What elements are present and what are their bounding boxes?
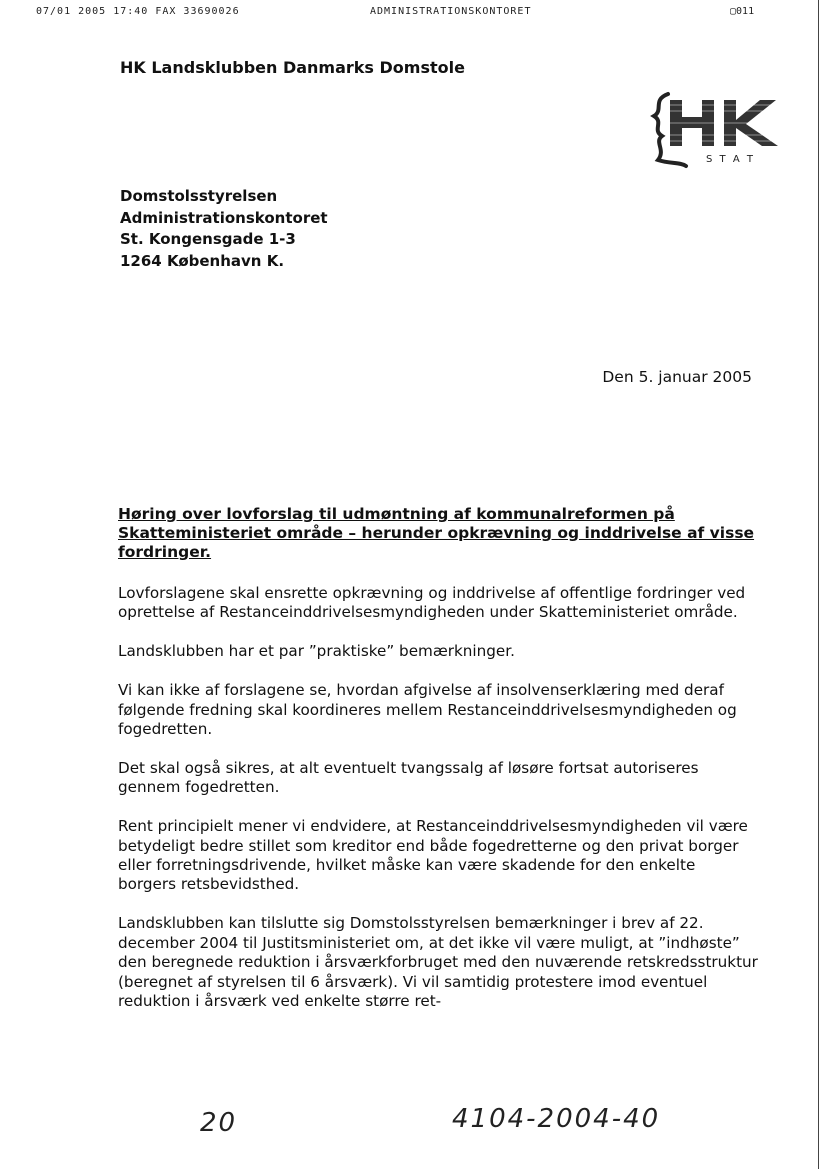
recipient-city: 1264 København K. [120, 251, 285, 270]
handwritten-page-number: 20 [200, 1108, 238, 1138]
recipient-address [120, 186, 328, 272]
body-paragraph: Det skal også sikres, at alt eventuelt tvangssalg af løsøre fortsat autoriseres gennem fogedretten. [118, 758, 699, 797]
fax-header [0, 6, 824, 22]
body-paragraph: Lovforslagene skal ensrette opkrævning og inddrivelse af offentlige fordringer ved oprettelse af Restanceinddrivelsesmyndigheden under Skatteministeriet område. [118, 584, 746, 622]
recipient-street: St. Kongensgade 1-3 [120, 230, 296, 248]
fax-header-page-number: ▢011 [730, 6, 755, 17]
letter-body [118, 584, 758, 1031]
body-paragraph: Landsklubben kan tilslutte sig Domstolsstyrelsen bemærkninger i brev af 22. december 2004 til Justitsministeriet om, at det ikke vil være muligt, at ”indhøste” den beregnede reduktion i årsværkforbruget med den nuværende retskredsstruktur (beregnet af styrelsen til 6 årsværk). Vi vil samtidig protestere imod eventuel reduktion i årsværk ved enkelte større ret- [118, 914, 758, 1010]
body-paragraph: Rent principielt mener vi endvidere, at Restanceinddrivelsesmyndigheden vil være betydeligt bedre stillet som kreditor end både fogedretterne og den privat borger eller forretningsdrivende, hvilket måske kan være skadende for den enkelte borgers retsbevidsthed. [118, 817, 748, 894]
letter-date: Den 5. januar 2005 [602, 368, 752, 386]
body-paragraph: Vi kan ikke af forslagene se, hvordan afgivelse af insolvenserklæring med deraf følgende fredning skal koordineres mellem Restanceinddrivelsesmyndigheden og fogedretten. [118, 681, 737, 739]
logo-subtext: S T A T [706, 154, 755, 165]
recipient-name: Domstolsstyrelsen [120, 187, 278, 205]
handwritten-case-number: 4104-2004-40 [452, 1104, 661, 1134]
recipient-department: Administrationskontoret [120, 208, 328, 227]
letterhead-org-title: HK Landsklubben Danmarks Domstole [120, 58, 465, 77]
body-paragraph: Landsklubben har et par ”praktiske” bemærkninger. [118, 642, 515, 661]
fax-header-sender: ADMINISTRATIONSKONTORET [370, 6, 532, 17]
letter-subject: Høring over lovforslag til udmøntning af kommunalreformen på Skatteministeriet område – herunder opkrævning og inddrivelse af visse fordringer. [118, 505, 755, 561]
fax-header-timestamp: 07/01 2005 17:40 FAX 33690026 [36, 6, 240, 17]
fax-header-page-number-text: 011 [736, 6, 755, 17]
hk-stat-logo [646, 90, 796, 170]
scan-edge [818, 0, 819, 1169]
